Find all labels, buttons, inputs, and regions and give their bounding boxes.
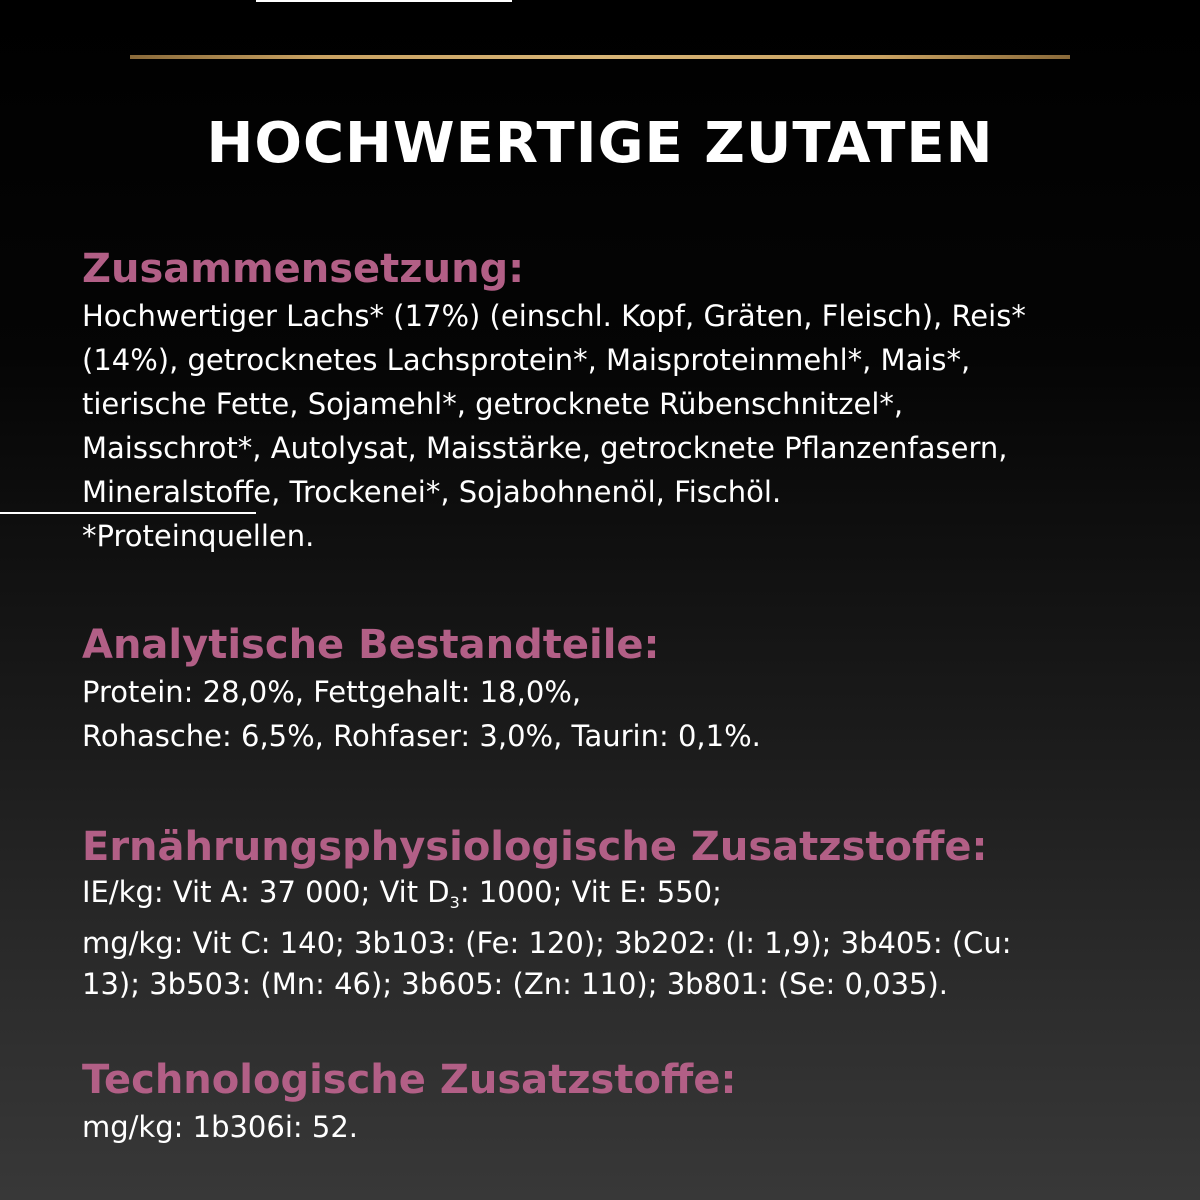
nutritional-line: 13); 3b503: (Mn: 46); 3b605: (Zn: 110); 3b801: (Se: 0,035).: [82, 967, 949, 1001]
nutritional-additives-section: [82, 822, 1142, 1005]
composition-text: [82, 294, 1142, 558]
analytic-heading: Analytische Bestandteile:: [82, 622, 660, 668]
composition-section: [82, 244, 1142, 558]
composition-footnote: *Proteinquellen.: [82, 519, 315, 553]
nutritional-line-part: IE/kg: Vit A: 37 000; Vit D: [82, 875, 450, 909]
technological-additives-section: [82, 1055, 1142, 1149]
analytic-line: Protein: 28,0%, Fettgehalt: 18,0%,: [82, 675, 582, 709]
composition-line: Mineralstoffe, Trockenei*, Sojabohnenöl, Fischöl.: [82, 475, 782, 509]
nutritional-line: mg/kg: Vit C: 140; 3b103: (Fe: 120); 3b202: (I: 1,9); 3b405: (Cu:: [82, 926, 1012, 960]
composition-line: (14%), getrocknetes Lachsprotein*, Maisproteinmehl*, Mais*,: [82, 343, 971, 377]
composition-line: Hochwertiger Lachs* (17%) (einschl. Kopf, Gräten, Fleisch), Reis*: [82, 299, 1026, 333]
analytic-section: [82, 620, 1142, 758]
composition-line: tierische Fette, Sojamehl*, getrocknete Rübenschnitzel*,: [82, 387, 904, 421]
nutritional-additives-text: [82, 872, 1142, 1005]
technological-additives-text: [82, 1105, 1142, 1149]
composition-heading: Zusammensetzung:: [82, 246, 525, 292]
analytic-line: Rohasche: 6,5%, Rohfaser: 3,0%, Taurin: 0,1%.: [82, 719, 761, 753]
nutritional-line-part: : 1000; Vit E: 550;: [459, 875, 722, 909]
analytic-text: [82, 670, 1142, 758]
top-edge-mark: [256, 0, 512, 2]
technological-additives-heading: Technologische Zusatzstoffe:: [82, 1057, 737, 1103]
page-title: HOCHWERTIGE ZUTATEN: [206, 111, 994, 176]
nutritional-additives-heading: Ernährungsphysiologische Zusatzstoffe:: [82, 824, 988, 870]
technological-line: mg/kg: 1b306i: 52.: [82, 1110, 358, 1144]
composition-line: Maisschrot*, Autolysat, Maisstärke, getrocknete Pflanzenfasern,: [82, 431, 1008, 465]
nutritional-line: [82, 872, 1142, 923]
gold-divider-rule: [130, 55, 1070, 59]
vitamin-d-subscript: 3: [449, 893, 460, 912]
